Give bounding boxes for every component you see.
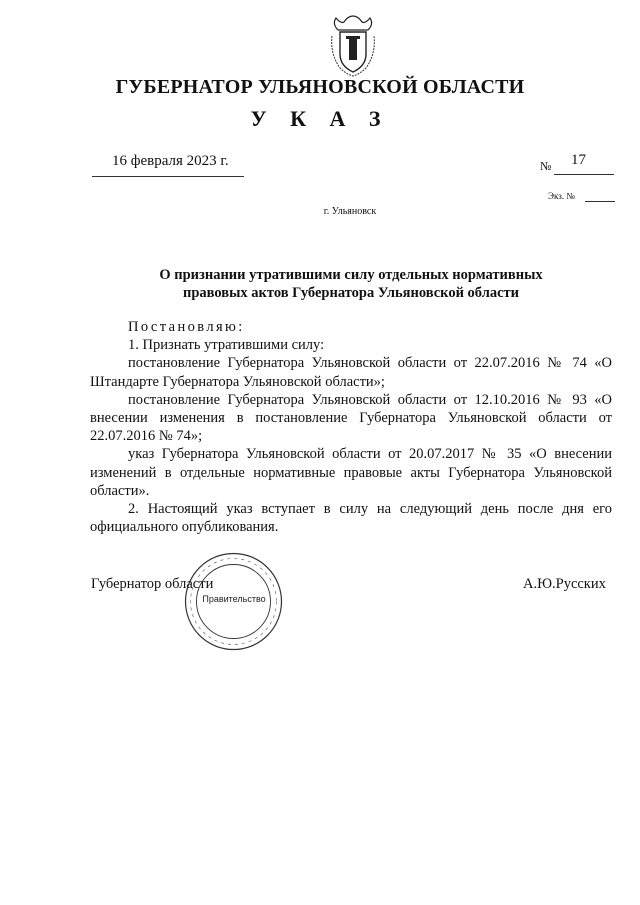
exemplar-underline <box>585 201 615 202</box>
repealed-act-2: постановление Губернатора Ульяновской области от 12.10.2016 № 93 «О внесении изменения в постановление Губернатора Ульяновской области от 22.07.2016 № 74»; <box>90 391 612 445</box>
issuing-authority: ГУБЕРНАТОР УЛЬЯНОВСКОЙ ОБЛАСТИ <box>115 76 525 98</box>
number-label: № <box>540 159 552 173</box>
document-date: 16 февраля 2023 г. <box>112 153 229 169</box>
title-line-2: правовых актов Губернатора Ульяновской области <box>182 285 519 301</box>
title-line-1: О признании утратившими силу отдельных нормативных <box>159 267 543 283</box>
document-number: 17 <box>571 152 586 168</box>
signatory-title: Губернатор области <box>91 576 214 592</box>
number-underline <box>554 174 614 175</box>
item-2: 2. Настоящий указ вступает в силу на следующий день после дня его официального опубликования. <box>90 501 612 536</box>
document-title <box>90 266 612 302</box>
seal-center-text: Правительство <box>202 594 266 604</box>
document-body <box>90 318 612 536</box>
city: г. Ульяновск <box>323 206 377 217</box>
document-type: У К А З <box>250 106 390 131</box>
exemplar-label: Экз. № <box>548 191 575 201</box>
repealed-act-1: постановление Губернатора Ульяновской области от 22.07.2016 № 74 «О Штандарте Губернатора Ульяновской области»; <box>90 355 612 390</box>
item-1: 1. Признать утратившими силу: <box>128 337 325 354</box>
coat-of-arms-emblem <box>328 14 378 78</box>
signatory-name: А.Ю.Русских <box>523 576 606 592</box>
repealed-act-3: указ Губернатора Ульяновской области от 20.07.2017 № 35 «О внесении изменений в отдельные нормативные правовые акты Губернатора Ульяновской области». <box>90 446 612 499</box>
preamble: Постановляю: <box>128 319 245 335</box>
date-underline <box>92 176 244 177</box>
